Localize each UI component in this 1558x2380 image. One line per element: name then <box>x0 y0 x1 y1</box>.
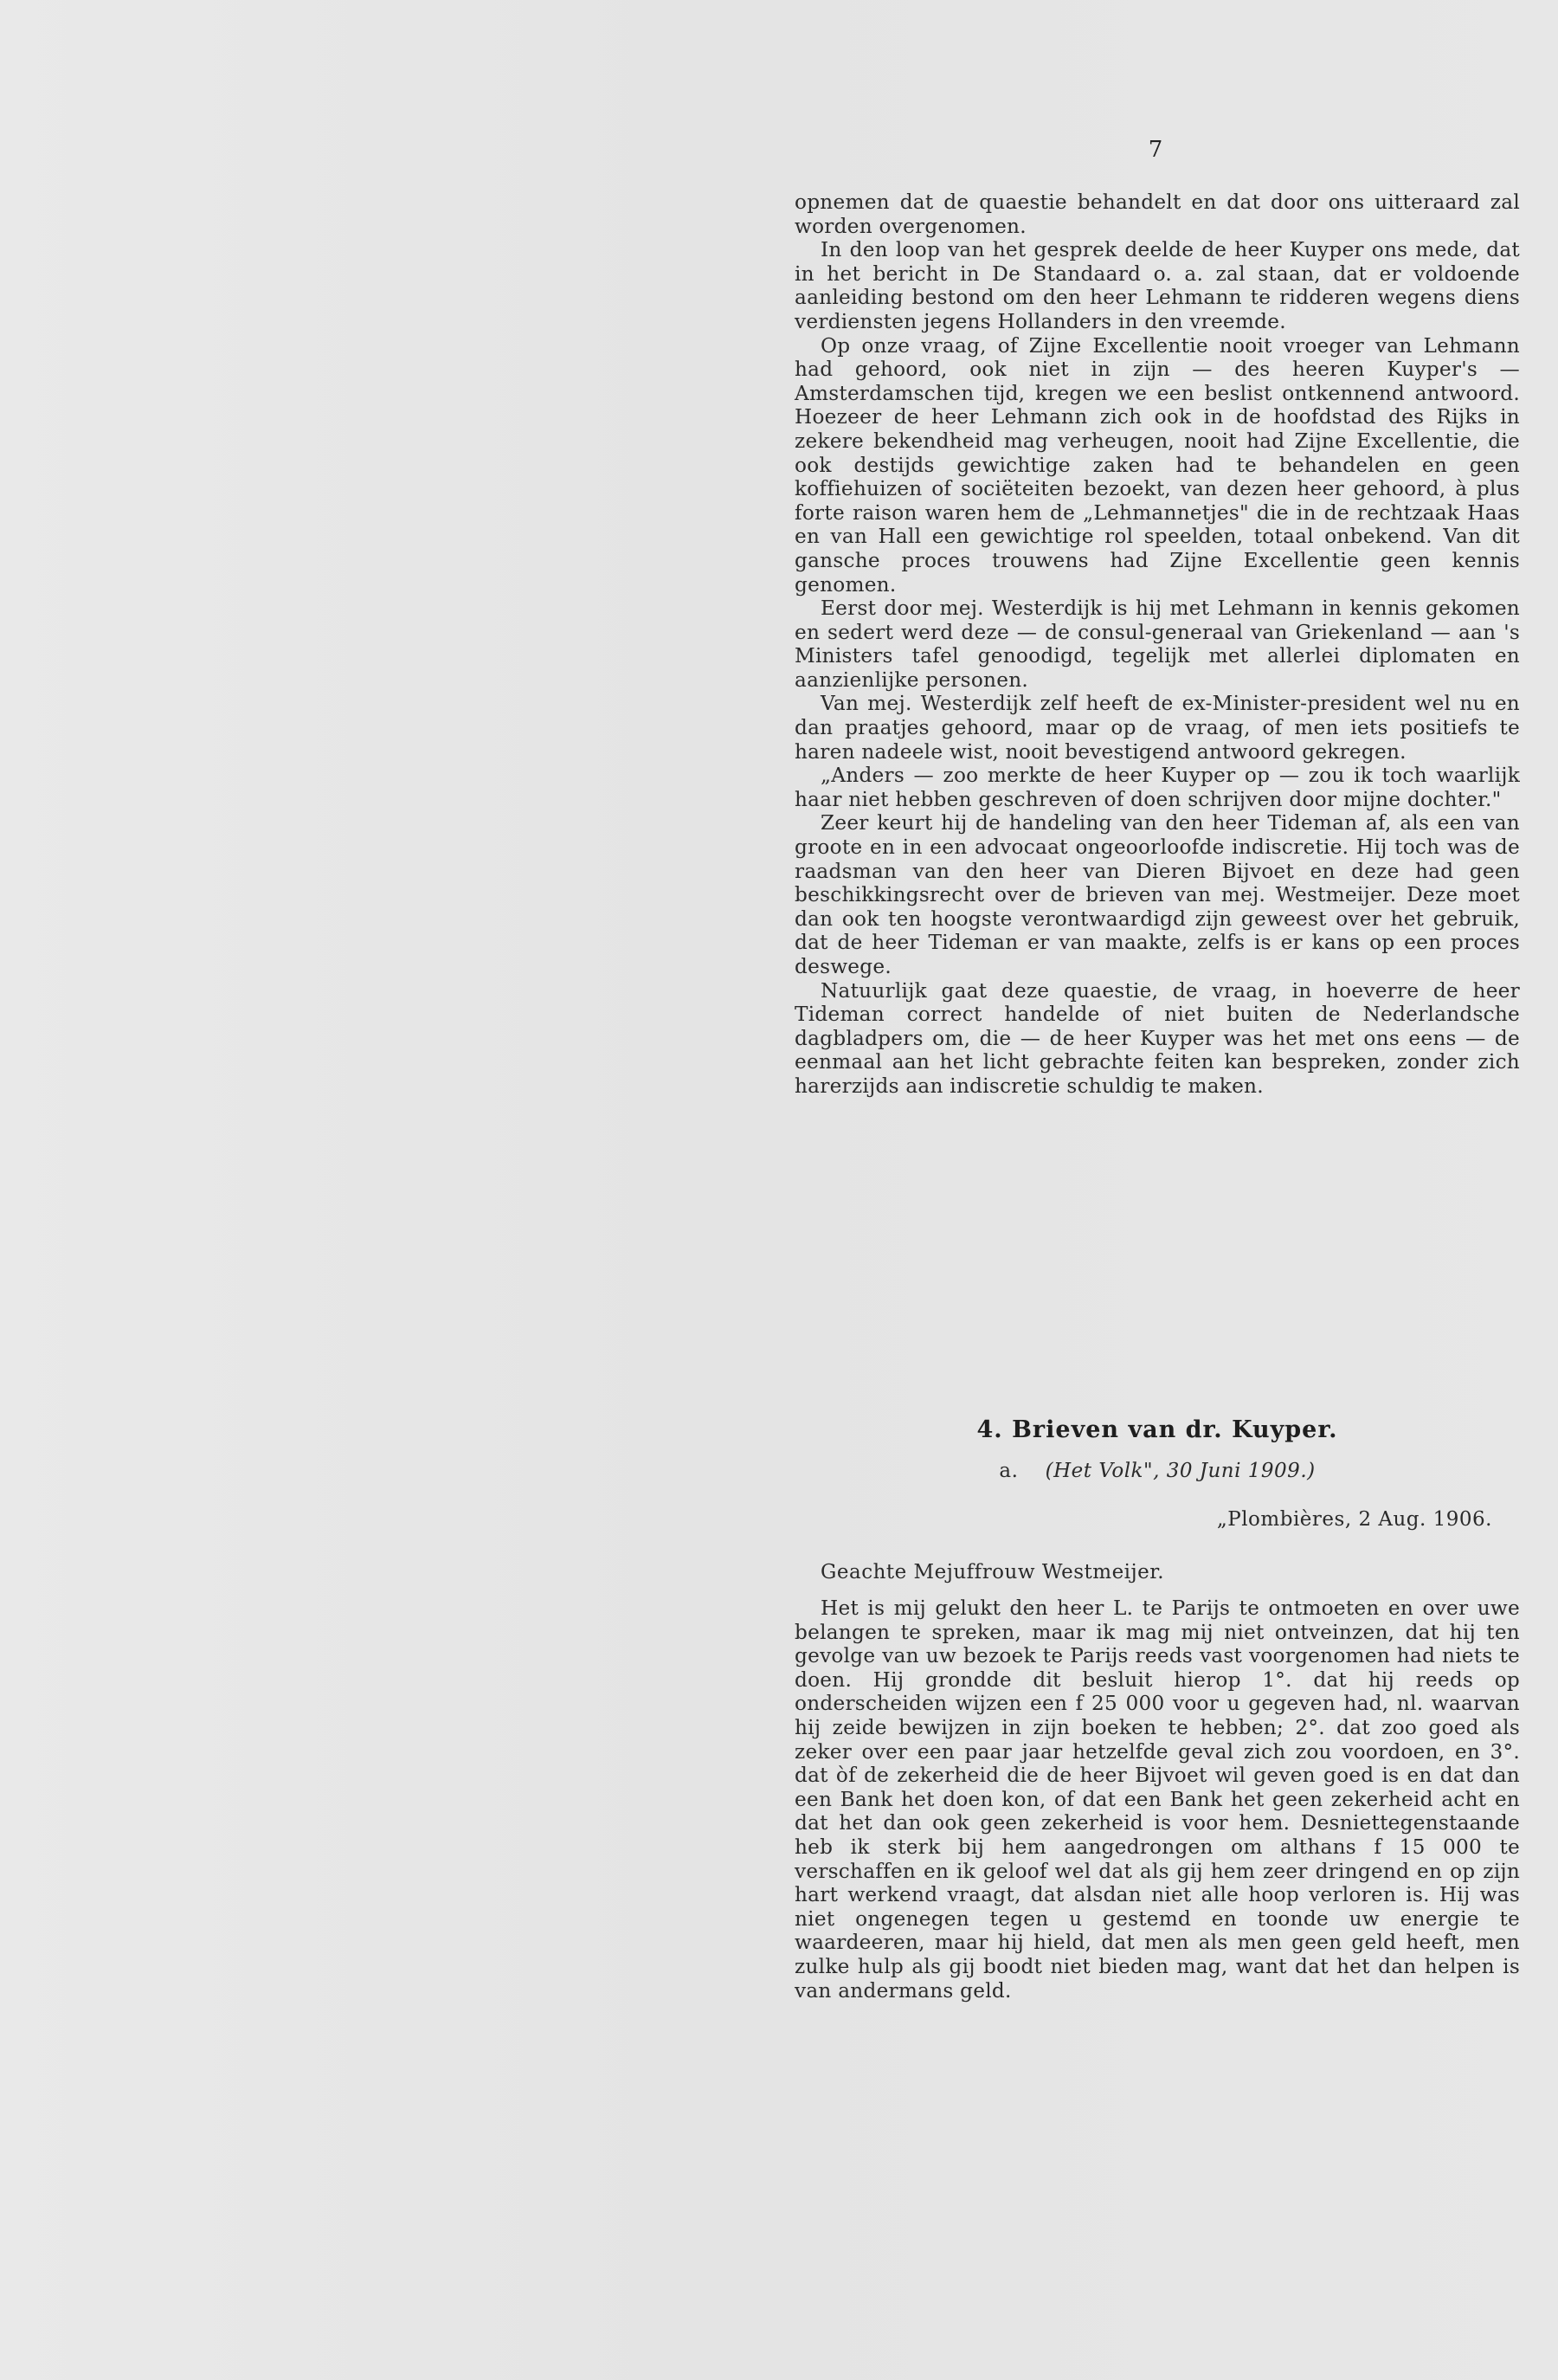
paragraph: In den loop van het gesprek deelde de heer Kuyper ons mede, dat in het bericht in De Standaard o. a. zal staan, dat er voldoende aanleiding bestond om den heer Lehmann te ridderen wegens diens verdiensten jegens Hollanders in den vreemde. <box>795 238 1520 333</box>
paragraph: opnemen dat de quaestie behandelt en dat door ons uitteraard zal worden overgenomen. <box>795 190 1520 238</box>
paragraph: Van mej. Westerdijk zelf heeft de ex-Minister-president wel nu en dan praatjes gehoord, maar op de vraag, of men iets positiefs te haren nadeele wist, nooit bevestigend antwoord gekregen. <box>795 692 1520 764</box>
paragraph: Op onze vraag, of Zijne Excellentie nooit vroeger van Lehmann had gehoord, ook niet in zijn — des heeren Kuyper's — Amsterdamschen tijd, kregen we een beslist ontkennend antwoord. Hoezeer de heer Lehmann zich ook in de hoofdstad des Rijks in zekere bekendheid mag verheugen, nooit had Zijne Excellentie, die ook destijds gewichtige zaken had te behandelen en geen koffiehuizen of sociëteiten bezoekt, van dezen heer gehoord, à plus forte raison waren hem de „Lehmannetjes" die in de rechtzaak Haas en van Hall een gewichtige rol speelden, totaal onbekend. Van dit gansche proces trouwens had Zijne Excellentie geen kennis genomen. <box>795 333 1520 597</box>
letter-paragraph: Het is mij gelukt den heer L. te Parijs te ontmoeten en over uwe belangen te spreken, maar ik mag mij niet ontveinzen, dat hij ten gevolge van uw bezoek te Parijs reeds vast voorgenomen had niets te doen. Hij grondde dit besluit hierop 1°. dat hij reeds op onderscheiden wijzen een f 25 000 voor u gegeven had, nl. waarvan hij zeide bewijzen in zijn boeken te hebben; 2°. dat zoo goed als zeker over een paar jaar hetzelfde geval zich zou voordoen, en 3°. dat òf de zekerheid die de heer Bijvoet wil geven goed is en dat dan een Bank het doen kon, of dat een Bank het geen zekerheid acht en dat het dan ook geen zekerheid is voor hem. Desniettegenstaande heb ik sterk bij hem aangedrongen om althans f 15 000 te verschaffen en ik geloof wel dat als gij hem zeer dringend en op zijn hart werkend vraagt, dat alsdan niet alle hoop verloren is. Hij was niet ongenegen tegen u gestemd en toonde uw energie te waardeeren, maar hij hield, dat men als men geen geld heeft, men zulke hulp als gij boodt niet bieden mag, want dat het dan helpen is van andermans geld. <box>795 1596 1520 2003</box>
source-label: a. <box>999 1460 1019 1482</box>
section-heading: 4. Brieven van dr. Kuyper. <box>976 1416 1338 1443</box>
paragraph: Eerst door mej. Westerdijk is hij met Lehmann in kennis gekomen en sedert werd deze — de consul-generaal van Griekenland — aan 's Ministers tafel genoodigd, tegelijk met allerlei diplomaten en aanzienlijke personen. <box>795 597 1520 692</box>
source-citation <box>795 1460 1520 1482</box>
source-reference: (Het Volk", 30 Juni 1909.) <box>1045 1460 1316 1482</box>
letter-salutation: Geachte Mejuffrouw Westmeijer. <box>821 1561 1165 1583</box>
paragraph: Natuurlijk gaat deze quaestie, de vraag, in hoeverre de heer Tideman correct handelde of niet buiten de Nederlandsche dagbladpers om, die — de heer Kuyper was het met ons eens — de eenmaal aan het licht gebrachte feiten kan bespreken, zonder zich harerzijds aan indiscretie schuldig te maken. <box>795 978 1520 1098</box>
page-number: 7 <box>1148 137 1163 163</box>
paragraph: „Anders — zoo merkte de heer Kuyper op — zou ik toch waarlijk haar niet hebben geschreven of doen schrijven door mijne dochter." <box>795 764 1520 811</box>
letter-dateline: „Plombières, 2 Aug. 1906. <box>1216 1508 1492 1531</box>
letter-body <box>795 1596 1520 2003</box>
article-column <box>795 190 1520 1099</box>
paragraph: Zeer keurt hij de handeling van den heer Tideman af, als een van groote en in een advocaat ongeoorloofde indiscretie. Hij toch was de raadsman van den heer van Dieren Bijvoet en deze had geen beschikkingsrecht over de brieven van mej. Westmeijer. Deze moet dan ook ten hoogste verontwaardigd zijn geweest over het gebruik, dat de heer Tideman er van maakte, zelfs is er kans op een proces deswege. <box>795 811 1520 978</box>
